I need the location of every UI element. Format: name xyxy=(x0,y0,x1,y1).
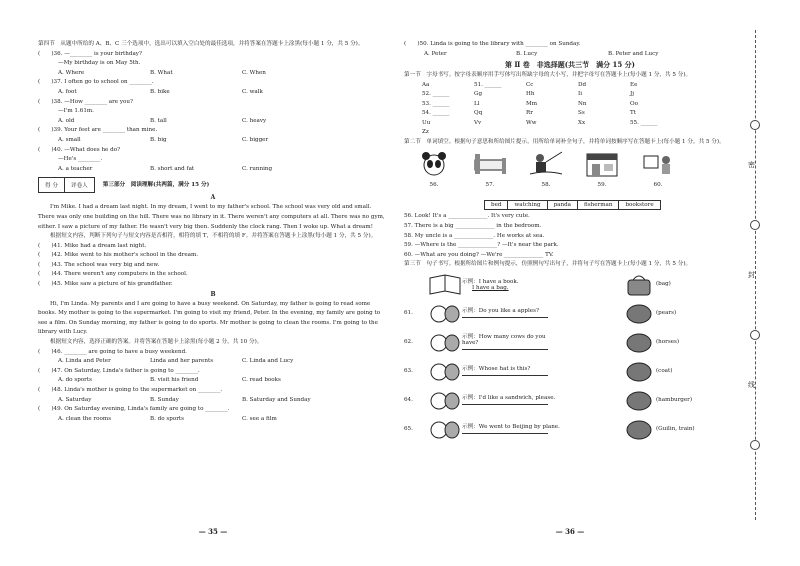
example-answer: I have a bag. xyxy=(472,285,509,292)
section2-instruction: 第二节 单词填空。根据句子意思和所给图片提示，用所给单词补全句子，并将单词按顺序写在答题卡上(每小题 1 分，共 5 分)。 xyxy=(404,138,725,145)
cow-icon xyxy=(428,330,462,354)
example-text xyxy=(462,364,562,378)
option: B. bike xyxy=(150,88,170,95)
tf-question: ( )45. Mike saw a picture of his grandfather. xyxy=(38,281,173,288)
options xyxy=(38,415,388,425)
answer-line xyxy=(462,401,562,407)
example-number: 61. xyxy=(404,310,413,317)
page-number-left: — 35 — xyxy=(198,527,228,536)
tf-question: ( )43. The school was very big and new. xyxy=(38,261,160,268)
letter-cell: Qq xyxy=(474,110,483,117)
example-number: 62. xyxy=(404,339,413,346)
letter-cell: 54. ______ xyxy=(422,110,450,117)
left-page xyxy=(38,40,388,540)
option: C. see a film xyxy=(242,415,277,422)
hat-icon xyxy=(428,359,462,383)
binding-hole xyxy=(750,330,760,340)
letter-cell: Aa xyxy=(422,81,430,88)
hint: (horses) xyxy=(656,339,680,346)
hint: (coat) xyxy=(656,368,673,375)
hint: (Guilin, train) xyxy=(656,426,695,433)
example-sentence: 示例：I have a book. xyxy=(462,279,519,286)
letter-cell: Zz xyxy=(422,129,429,136)
option: A. Peter xyxy=(424,50,447,57)
bag-icon xyxy=(622,272,656,296)
volume2-title: 第 Ⅱ 卷 非选择题(共三节 满分 15 分) xyxy=(504,60,635,70)
fill-sentence: 58. My uncle is a ______________. He works at sea. xyxy=(404,232,545,239)
option: B. Sunday xyxy=(150,396,179,403)
option: B. Lucy xyxy=(516,50,538,57)
right-page xyxy=(404,40,736,540)
instruction-a: 根据短文内容，判断下列句子与短文内容是否相符，相符的填 T，不相符的填 F。并将答案在答题卡上涂黑(每小题 1 分，共 5 分)。 xyxy=(50,233,377,240)
fisherman-icon xyxy=(528,150,564,178)
options xyxy=(38,117,388,127)
option: C. heavy xyxy=(242,117,267,124)
options xyxy=(38,396,388,406)
example-sentence: 示例：Whose hat is this? xyxy=(462,366,531,373)
question-50-options xyxy=(404,50,736,60)
question-line: —I'm 1.61m. xyxy=(58,108,94,115)
option: C. Linda and Lucy xyxy=(242,358,294,365)
example-number: 65. xyxy=(404,426,413,433)
fill-sentence: 59. —Where is the ______________? —It's near the park. xyxy=(404,242,559,249)
option: C. bigger xyxy=(242,136,269,143)
picture-number: 56. xyxy=(429,182,439,189)
options xyxy=(38,376,388,386)
options xyxy=(38,357,388,367)
part3-title: 第三部分 阅读理解(共两篇，满分 15 分) xyxy=(102,181,210,188)
answer-line xyxy=(462,314,562,320)
example-text xyxy=(462,332,562,352)
section3-instruction: 第三节 句子书写。根据所给图片和例句提示，仿照例句写出句子，并将句子写在答题卡上(每小题 1 分，共 5 分)。 xyxy=(404,261,692,268)
passage-b-label: B xyxy=(210,290,216,298)
question-line: —My birthday is on May 5th. xyxy=(58,60,141,67)
example-sentence: 示例：We went to Beijing by plane. xyxy=(462,424,560,431)
horse-icon xyxy=(622,330,656,354)
option: C. read books xyxy=(242,377,281,384)
letter-cell xyxy=(578,128,630,138)
letter-cell: 51. ______ xyxy=(474,81,502,88)
answer-line xyxy=(462,372,562,378)
letters-grid xyxy=(404,81,736,138)
binding-hole xyxy=(750,440,760,450)
hint: (pears) xyxy=(656,310,677,317)
option: C. running xyxy=(242,165,273,172)
options xyxy=(38,69,388,79)
option: A. old xyxy=(58,117,75,124)
tf-question: ( )41. Mike had a dream last night. xyxy=(38,242,147,249)
letter-cell: Ss xyxy=(578,110,585,117)
hint: (hamburger) xyxy=(656,397,693,404)
fill-sentence: 56. Look! It's a ______________. It's very cute. xyxy=(404,213,530,220)
question-line: —He's ________. xyxy=(58,156,103,163)
word: fisherman xyxy=(578,201,619,209)
letter-cell: Cc xyxy=(526,81,534,88)
letter-cell: Ee xyxy=(630,81,638,88)
option: B. do sports xyxy=(150,415,185,422)
section4-title: 第四节 从题中所给的 A、B、C 三个选项中，选出可以填入空白处的最佳选项，并将答案在答题卡上涂黑(每小题 1 分，共 5 分)。 xyxy=(38,41,364,47)
example-row xyxy=(404,328,736,357)
letter-cell: Mm xyxy=(526,100,538,107)
letter-cell: Jj xyxy=(630,91,634,98)
letter-cell: Dd xyxy=(578,81,587,88)
option: A. Linda and Peter xyxy=(58,358,111,365)
section1-instruction: 第一节 字母书写。按字母表顺序用手写体写出所缺字母的大小写，并把字母写在答题卡上(每小题 1 分，共 5 分)。 xyxy=(404,72,692,79)
letter-cell: Vv xyxy=(474,119,482,126)
bed-icon xyxy=(472,150,508,178)
answer-line xyxy=(462,430,562,436)
option: B. short and fat xyxy=(150,165,195,172)
question: ( )39. Your feet are ________ than mine. xyxy=(38,127,158,134)
binding-char: 封 xyxy=(748,271,755,279)
option: A. a teacher xyxy=(58,165,93,172)
passage-b: Hi, I'm Linda. My parents and I are going to have a busy weekend. On Saturday, my father is going to read some books. My mother is going to the supermarket. I'm going to visit my friend, Peter. In the evening, my family are going to see a film. On Sunday morning, my father is going to do sports. Mr mother is going to clean the rooms. I'm going to the library with Lucy. xyxy=(38,300,381,336)
tf-question: ( )42. Mike went to his mother's school in the dream. xyxy=(38,252,199,259)
hint: (bag) xyxy=(656,281,671,288)
option: A. clean the rooms xyxy=(58,415,112,422)
options xyxy=(38,165,388,175)
letter-cell xyxy=(526,128,578,138)
option: B. Saturday and Sunday xyxy=(242,396,311,403)
example-sentence: 示例：Do you like a apples? xyxy=(462,308,539,315)
option: A. small xyxy=(58,136,81,143)
question: ( )48. Linda's mother is going to the supermarket on ________. xyxy=(38,387,223,393)
letter-cell xyxy=(474,128,526,138)
mcq-list xyxy=(38,50,388,175)
binding-hole xyxy=(750,220,760,230)
question-50: ( )50. Linda is going to the library with ________ on Sunday. xyxy=(404,41,581,47)
score-box xyxy=(38,177,95,193)
picture-number: 59. xyxy=(597,182,607,189)
options xyxy=(38,88,388,98)
score-label: 得 分 xyxy=(39,178,65,192)
train-icon xyxy=(622,417,656,441)
pear-icon xyxy=(622,301,656,325)
grader-label: 评卷人 xyxy=(70,183,88,190)
example-text xyxy=(462,306,562,320)
option: B. Peter and Lucy xyxy=(608,50,659,57)
binding-hole xyxy=(750,120,760,130)
book-icon xyxy=(428,272,462,296)
question: ( )46. ________ are going to have a busy weekend. xyxy=(38,348,187,355)
word-box xyxy=(484,200,661,210)
hamburger-icon xyxy=(622,388,656,412)
example-row xyxy=(404,415,736,444)
sandwich-icon xyxy=(428,388,462,412)
apple-icon xyxy=(428,301,462,325)
tf-list xyxy=(38,242,388,290)
picture-number: 57. xyxy=(485,182,495,189)
fill-sentence: 57. There is a big ______________ in the bedroom. xyxy=(404,222,542,229)
watching-tv-icon xyxy=(640,150,676,178)
example-number: 64. xyxy=(404,397,413,404)
example-row xyxy=(404,386,736,415)
example-sentence: 示例：How many cows do you have? xyxy=(462,334,546,347)
example-text xyxy=(462,393,562,407)
page-number-right: — 36 — xyxy=(555,527,585,536)
letter-cell xyxy=(630,128,682,138)
picture-number: 60. xyxy=(653,182,663,189)
question: ( )47. On Saturday, Linda's father is going to ________. xyxy=(38,367,200,374)
option: A. Saturday xyxy=(58,396,92,403)
example-row xyxy=(404,270,736,299)
example-sentence: 示例：I'd like a sandwich, please. xyxy=(462,395,556,402)
option: B. tall xyxy=(150,117,167,124)
letter-cell: Ii xyxy=(578,91,582,98)
tf-question: ( )44. There weren't any computers in the school. xyxy=(38,271,188,278)
letter-cell: Rr xyxy=(526,110,533,117)
letter-cell: Ll xyxy=(474,100,480,107)
question: ( )36. —________ is your birthday? xyxy=(38,50,142,57)
binding-char: 线 xyxy=(748,381,755,389)
question: ( )49. On Saturday evening, Linda's family are going to ________. xyxy=(38,406,230,413)
option: C. walk xyxy=(242,88,263,95)
word: bookstore xyxy=(625,202,654,209)
picture-row xyxy=(404,150,736,188)
answer-line xyxy=(462,346,562,352)
letter-cell: Oo xyxy=(630,100,638,107)
letter-cell: Ww xyxy=(526,119,537,126)
passage-a: I'm Mike. I had a dream last night. In my dream, I went to my father's school. The school was very old and small. There was only one building on the hill. There was no library in it. There weren't any computers at all. There was no gym, either. I saw a picture of my father. He wasn't very big then. Suddenly the clock rang. Then I woke up. What a dream! xyxy=(38,204,385,230)
example-row xyxy=(404,299,736,328)
letter-cell: Nn xyxy=(578,100,587,107)
mcq-b-list xyxy=(38,348,388,425)
plane-icon xyxy=(428,417,462,441)
letter-cell: Tt xyxy=(630,110,636,117)
options xyxy=(38,136,388,146)
letter-cell: Uu xyxy=(422,119,431,126)
option: A. do sports xyxy=(58,377,92,384)
option: B. visit his friend xyxy=(150,377,199,384)
option: Linda and her parents xyxy=(150,358,214,365)
question: ( )38. —How ________ are you? xyxy=(38,98,134,105)
letter-cell: Xx xyxy=(578,119,586,126)
letter-cell: 55. ______ xyxy=(630,119,658,126)
word: panda xyxy=(548,201,578,209)
question: ( )37. I often go to school on ________. xyxy=(38,79,154,86)
letter-cell: 53. ______ xyxy=(422,100,450,107)
fill-list xyxy=(404,212,736,260)
option: B. big xyxy=(150,136,167,143)
question: ( )40. —What does he do? xyxy=(38,146,121,153)
letter-cell: 52. ______ xyxy=(422,91,450,98)
fill-sentence: 60. —What are you doing? —We're ______________ TV. xyxy=(404,251,554,258)
example-text xyxy=(462,422,562,436)
option: A. foot xyxy=(58,88,77,95)
panda-icon xyxy=(416,150,452,178)
option: B. What xyxy=(150,69,173,76)
picture-number: 58. xyxy=(541,182,551,189)
passage-a-label: A xyxy=(210,194,216,202)
instruction-b: 根据短文内容，选择正确的答案。并将答案在答题卡上涂黑(每小题 2 分，共 10 分)。 xyxy=(50,339,263,346)
example-number: 63. xyxy=(404,368,413,375)
coat-icon xyxy=(622,359,656,383)
word: watching xyxy=(508,201,547,209)
letter-cell: Hh xyxy=(526,91,535,98)
option: A. Where xyxy=(58,69,85,76)
example-list xyxy=(404,299,736,444)
example-row xyxy=(404,357,736,386)
letter-cell: Gg xyxy=(474,91,483,98)
option: C. When xyxy=(242,69,266,76)
word: bed xyxy=(485,201,508,209)
bookstore-icon xyxy=(584,150,620,178)
binding-char: 密 xyxy=(748,161,755,169)
